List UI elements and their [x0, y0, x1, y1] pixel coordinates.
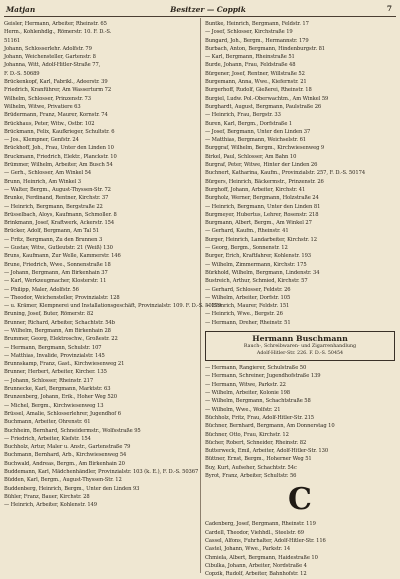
directory-entry: Bungard, Joh., Bergm., Hermannstr. 179: [205, 37, 309, 44]
directory-entry: — Wilhelm, Arbeiter, Dorfstr. 105: [205, 294, 291, 301]
directory-entry: Bruning, Josef, Buter, Römerstr. 82: [4, 311, 94, 318]
directory-entry: Bühler, Franz, Bauer, Kirchstr. 28: [4, 493, 90, 500]
directory-entry: Burbach, Anton, Bergmann, Hindenburgstr. 81: [205, 45, 326, 52]
directory-entry: Herm., Kohlenhdlg., Römerstr. 10. F. D.-S.: [4, 29, 112, 36]
directory-entry: Bürgener, Josef, Rentner, Willstraße 52: [205, 70, 305, 77]
directory-entry: Büchner, Otto, Frau, Kirchstr. 12: [205, 431, 289, 438]
directory-entry: — Heinrich, Bergmann, Unter den Linden 81: [205, 203, 321, 210]
directory-entry: — Karl, Werkzeugmacher, Klosterstr. 11: [4, 278, 107, 285]
directory-entry: Friedrich, Kranführer, Am Wasserturm 72: [4, 87, 112, 94]
directory-entry: — Friedrich, Arbeiter, Kiefstr. 154: [4, 435, 91, 442]
directory-entry: Burghoff, Johann, Arbeiter, Kirchstr. 41: [205, 186, 306, 193]
directory-entry: Butterweck, Emil, Arbeiter, Adolf-Hitler-Str. 130: [205, 448, 329, 455]
directory-entry: — Georg, Bergm., Sonnenstr. 12: [205, 245, 288, 252]
directory-entry: Johann, Schlosserlehr. Adolfstr. 79: [4, 45, 92, 52]
directory-entry: Brunzenberg, Johann, Erik., Hoher Weg 520: [4, 394, 117, 401]
directory-entry: Buchmann, Arbeiter, Ohrenstr. 61: [4, 419, 91, 426]
page-number: 7: [386, 4, 392, 13]
directory-entry: — Michel, Bergm., Kirchwiesenweg 13: [4, 402, 104, 409]
directory-entry: Buddenberg, Heinrich, Bergm., Unter den Linden 93: [4, 485, 140, 492]
column-divider: [200, 18, 201, 573]
directory-entry: Bürkhold, Wilhelm, Bergmann, Lindenstr. 34: [205, 269, 320, 276]
directory-entry: Wilhelm, Witwe, Privatiere 63: [4, 103, 81, 110]
right-column: [205, 20, 395, 578]
directory-entry: Büttner, Ernst, Bergm., Hoherner Weg 51: [205, 456, 312, 463]
directory-entry: Cibulka, Johann, Arbeiter, Nordstraße 4: [205, 562, 307, 569]
directory-entry: Johanna, Witt, Adolf-Hitler-Straße 77,: [4, 62, 101, 69]
directory-entry: — Gustav, Witw., Gutleutstr. 21 (Weiß) 130: [4, 245, 113, 252]
directory-entry: — Karl, Bergmann, Rheinstraße 51: [205, 54, 295, 61]
header-rule: [4, 16, 396, 17]
directory-entry: Buchholz, Artur, Maler u. Anstr., Gartenstraße 79: [4, 444, 131, 451]
directory-entry: — Wilhelm, Zimmermann, Kirchstr. 175: [205, 261, 307, 268]
directory-entry: — Walter, Bergm., August-Thyssen-Str. 72: [4, 186, 111, 193]
directory-entry: — Johann, Schlosser, Rheinstr. 217: [4, 377, 94, 384]
directory-entry: — Theodor, Weichensteller, Provinzialstr. 128: [4, 294, 120, 301]
directory-entry: — Hermann, Schreiner, Jugendhofstraße 139: [205, 373, 321, 380]
directory-entry: — Gerhard, Kaufm., Rheinstr. 41: [205, 228, 289, 235]
directory-entry: — Philipp, Maler, Adolfstr. 56: [4, 286, 79, 293]
directory-entry: Bruns, Kaufmann, Zur Welle, Kammerstr. 146: [4, 253, 121, 260]
directory-entry: Cadenberg, Josef, Bergmann, Rheinstr. 119: [205, 521, 316, 528]
directory-entry: Burgemann, Anna, Wwe., Kiefernstr. 21: [205, 79, 307, 86]
directory-entry: — Wilhelm, Bergmann, Am Birkenhain 28: [4, 327, 111, 334]
directory-entry: F. D.-S. 50689: [4, 70, 40, 77]
directory-entry: Burgholz, Werner, Bergmann, Holzstraße 24: [205, 195, 319, 202]
advertisement-box: [205, 331, 395, 361]
directory-entry: Buddemann, Karl, Mädchenhändler, Provinzialstr. 103 (k. E.), F. D.-S. 50367: [4, 469, 199, 476]
directory-entry: Buchheim, Bernhard, Schneidermstr., Wolfsstraße 95: [4, 427, 141, 434]
directory-entry: Burger, Erich, Kraftfahrer, Kohlenstr. 193: [205, 253, 312, 260]
directory-entry: — Fritz, Bergmann, Zu den Brunnen 3: [4, 236, 103, 243]
directory-entry: Bürgers, Heinrich, Bäckermstr., Prinzenstr. 26: [205, 178, 324, 185]
directory-entry: Burgraf, Peter, Witwe, Hinter der Linden 26: [205, 162, 318, 169]
directory-entry: Burghardt, August, Bergmann, Paulstraße 26: [205, 103, 322, 110]
directory-entry: 51161: [4, 37, 21, 44]
directory-entry: Brunnskamp, Franz, Gast., Kirchwiesenweg 21: [4, 361, 125, 368]
directory-entry: Birkel, Paul, Schlosser, Am Bahn 10: [205, 153, 297, 160]
directory-entry: — Heinrich, Bergmann, Bergstraße 22: [4, 203, 103, 210]
directory-entry: Copzik, Rudolf, Arbeiter, Bahnhofstr. 12: [205, 571, 307, 578]
directory-entry: Geisler, Hermann, Arbeiter, Rheinstr. 65: [4, 21, 107, 27]
ad-address: Adolf-Hitler-Str. 226. F. D.-S. 50454: [256, 350, 344, 356]
directory-entry: — Hermann, Bergmann, Schulstr. 107: [4, 344, 102, 351]
directory-entry: Wilhelm, Schlosser, Prinzenstr. 73: [4, 95, 91, 102]
directory-entry: — Hermann, Rangierer, Schulstraße 50: [205, 365, 307, 372]
directory-entry: Burggraf, Wilhelm, Bergm., Kirchwiesenweg 9: [205, 145, 325, 152]
directory-entry: — Wilhelm, Wwe., Wolfstr. 21: [205, 406, 281, 413]
directory-entry: Brümmer, Wilhelm, Arbeiter, Am Busch 54: [4, 162, 113, 169]
c-entries: [205, 520, 395, 578]
directory-entry: Burgmann, Albert, Bergm., Am Winkel 27: [205, 220, 312, 227]
directory-entry: — Hermann, Dreher, Rheinstr. 51: [205, 319, 291, 326]
directory-entry: Brüssel, Amalie, Schlosserlehrer, Jugendhof 6: [4, 410, 121, 417]
directory-entry: — Heinrich, Maurer, Feldstr. 151: [205, 303, 290, 310]
directory-entry: Brunke, Ferdinand, Rentner, Kirchstr. 37: [4, 195, 109, 202]
directory-entry: Burger, Heinrich, Landarbeiter, Kirchstr. 12: [205, 236, 317, 243]
directory-entry: Buntke, Heinrich, Bergmann, Feldstr. 17: [205, 21, 309, 27]
directory-entry: Brunner, Richard, Arbeiter, Schachtstr. 54b: [4, 319, 115, 326]
directory-entry: Brückhoff, Joh., Frau, Unter den Linden 10: [4, 145, 114, 152]
directory-entry: Brummer, Georg, Elektroschw., Großestr. 22: [4, 336, 118, 343]
directory-entry: — Gerhard, Schlosser, Feldstr. 26: [205, 286, 291, 293]
directory-entry: — u. Krämer, Klempnerei und Installationsgeschäft, Provinzialstr. 109. F. D.-S. 50279: [4, 303, 222, 310]
directory-entry: Burde, Johann, Frau, Feldstraße 48: [205, 62, 296, 69]
directory-entry: Brunnecke, Karl, Bergmann, Marktstr. 63: [4, 386, 111, 393]
running-head-left: Matjan: [6, 5, 36, 14]
directory-entry: Cassel, Alfons, Fuhrhalter, Adolf-Hitler-Str. 116: [205, 537, 326, 544]
directory-entry: — Matthias, Invalide, Provinzialstr. 145: [4, 352, 105, 359]
directory-entry: — Gerh., Schlosser, Am Winkel 54: [4, 170, 92, 177]
ad-title: Hermann Buschmann: [252, 333, 348, 343]
directory-entry: Brune, Friedrich, Wwe., Sonnenstraße 18: [4, 261, 111, 268]
directory-entry: Brückmann, Felix, Kaufkrieger, Schultstr. 6: [4, 128, 115, 135]
directory-entry: Bruckmann, Friedrich, Elektr., Planckstr. 10: [4, 153, 117, 160]
directory-entry: Johann, Weichensteller, Gartenstr. 8: [4, 54, 96, 61]
directory-entry: Brunn, Heinrich, Am Winkel 3: [4, 178, 82, 185]
directory-entry: Bücher, Robert, Schneider, Rheinstr. 82: [205, 439, 307, 446]
running-head-center: Besitzer — Coppik: [170, 5, 246, 14]
directory-entry: Brinkmann, Josef, Kraftwerk, Ackerstr. 154: [4, 220, 115, 227]
directory-entry: — Wilhelm, Bergmann, Schachtstraße 58: [205, 398, 311, 405]
directory-entry: Büchner, Bernhard, Bergmann, Am Donnerstag 10: [205, 423, 335, 430]
directory-entry: — Wilhelm, Arbeiter, Kolonie 198: [205, 390, 291, 397]
directory-entry: — Josef, Schlosser, Kirchstraße 19: [205, 29, 293, 36]
directory-entry: Buy, Kurt, Aufseher, Schachtstr. 54c: [205, 464, 297, 471]
ad-subtitle: Rauch-, Schreibwaren- und Zigarrenhandlung: [243, 343, 357, 349]
directory-entry: Büdden, Karl, Bergm., August-Thyssen-Str. 12: [4, 477, 122, 484]
directory-entry: Brüsselbach, Aloys, Kaufmann, Schmoller. 8: [4, 211, 117, 218]
directory-entry: — Heinrich, Arbeiter, Kohlenstr. 149: [4, 502, 97, 509]
directory-entry: Brückenkopf, Karl, Fabrikl., Adeerstr. 39: [4, 79, 108, 86]
directory-entry: Brückhaus, Peter, Witw., Ostbr. 102: [4, 120, 95, 127]
directory-entry: Brüdermann, Franz, Maurer, Kornstr. 74: [4, 112, 108, 119]
directory-entry: — Matthias, Bergmann, Weichselstr. 61: [205, 137, 307, 144]
directory-entry: Buchmann, Bernhard, Arb., Kirchwiesenweg 54: [4, 452, 127, 459]
directory-entry: — Hermann, Witwe, Parkstr. 22: [205, 381, 286, 388]
right-entries-after-ad: [205, 364, 395, 480]
directory-entry: Brunner, Herbert, Arbeiter, Kircher. 135: [4, 369, 107, 376]
section-letter: C: [288, 482, 312, 518]
left-column: [4, 20, 222, 510]
directory-entry: Buchnert, Katharina, Kaufm., Provinzialstr. 257, F. D.-S. 50174: [205, 170, 366, 177]
directory-entry: — Jos., Klempner, Genfstr. 24: [4, 137, 79, 144]
directory-entry: — Heinrich, Wwe., Bergstr. 26: [205, 311, 283, 318]
directory-entry: Castel, Johann, Wwe., Parkstr. 14: [205, 546, 291, 553]
directory-entry: Buren, Karl, Bergm., Dorfstraße 1: [205, 120, 293, 127]
directory-entry: Burgiel, Ludw. Pol.-Oberwachtm., Am Winkel 59: [205, 95, 329, 102]
directory-entry: — Johann, Bergmann, Am Birkenhain 37: [4, 269, 108, 276]
directory-entry: Burgmeyer, Hubertus, Lehrer, Rosenstr. 218: [205, 211, 319, 218]
directory-entry: Büchholz, Fritz, Frau, Adolf-Hitler-Str. 215: [205, 414, 315, 421]
directory-entry: Buchwald, Andreas, Bergm., Am Birkenhain 20: [4, 460, 125, 467]
directory-entry: Cardell, Theodor, Viehhdl., Steelstr. 69: [205, 529, 304, 536]
right-entries: [205, 20, 395, 327]
directory-entry: Burgerhoff, Rudolf, Gießerei, Rheinstr. 18: [205, 87, 312, 94]
directory-entry: — Josef, Bergmann, Unter den Linden 37: [205, 128, 311, 135]
directory-entry: Bustreich, Arthur, Schmied, Kirchstr. 57: [205, 278, 308, 285]
directory-entry: Byrot, Franz, Arbeiter, Schultstr. 56: [205, 473, 297, 480]
directory-entry: Brücker, Adolf, Bergmann, Am Tal 51: [4, 228, 100, 235]
directory-entry: Chmiela, Albert, Bergmann, Haidestraße 10: [205, 554, 318, 561]
directory-entry: — Heinrich, Frau, Bergstr. 33: [205, 112, 281, 119]
